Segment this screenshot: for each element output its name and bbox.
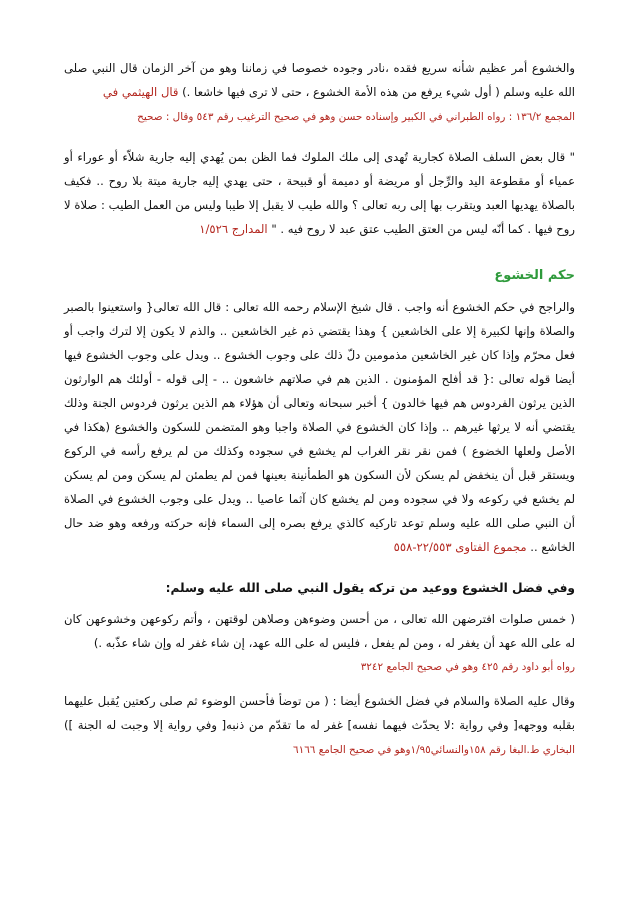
- section-heading-virtue: وفي فضل الخشوع ووعيد من تركه يقول النبي صلى الله عليه وسلم:: [165, 581, 575, 595]
- salaf-quote-paragraph: [64, 145, 575, 241]
- hadith-2-reference: البخاري ط.البغا رقم ١٥٨والنسائي١/٩٥وهو في صحيح الجامع ٦١٦٦: [293, 744, 575, 756]
- ruling-text: والراجح في حكم الخشوع أنه واجب . قال شيخ الإسلام رحمه الله تعالى : قال الله تعالى{ واستعينوا بالصبر والصلاة وإنها لكبيرة إلا على الخاشعين } وهذا يقتضي ذم غير الخاشعين .. والذم لا يكون إلا لترك واجب أو فعل محرّم وإذا كان غير الخاشعين مذمومين دلّ ذلك على وجوب الخشوع .. ويدل على وجوب الخشوع فيها أيضا قوله تعالى :{ قد أفلح المؤمنون . الذين هم في صلاتهم خاشعون .. - إلى قوله - أولئك هم الوارثون الذين يرثون الفردوس هم فيها خالدون } أخبر سبحانه وتعالى أن هؤلاء هم الذين يرثون فردوس الجنة وذلك يقتضي أنه لا يرثها غيرهم .. وإذا كان الخشوع في الصلاة واجبا وهو المتضمن للسكون والخشوع (هكذا في الأصل ولعلها الخضوع ) فمن نقر نقر الغراب لم يخشع في سجوده وكذلك من لم يرفع رأسه في الركوع ويستقر قبل أن ينخفض لم يسكن لأن السكون هو الطمأنينة بعينها فمن لم يطمئن لم يسكن ومن لم يسكن لم يخشع في ركوعه ولا في سجوده ومن لم يخشع كان آثما عاصيا .. ويدل على وجوب الخشوع في الصلاة أن النبي صلى الله عليه وسلم توعد تاركيه كالذي يرفع بصره إلى السماء فإنه حركته ورفعه وهو ضد حال الخاشع ..: [64, 300, 575, 554]
- intro-reference: المجمع ١٣٦/٢ : رواه الطبراني في الكبير وإسناده حسن وهو في صحيح الترغيب رقم ٥٤٣ وقال : صحيح: [137, 111, 575, 123]
- hadith-1-text: ( خمس صلوات افترضهن الله تعالى ، من أحسن وضوءهن وصلاهن لوقتهن ، وأتم ركوعهن وخشوعهن كان له على الله عهد أن يغفر له ، ومن لم يفعل ، فليس له على الله عهد، إن شاء غفر له وإن شاء عذّبه .): [64, 612, 575, 650]
- section-heading-ruling: حكم الخشوع: [494, 268, 575, 283]
- hadith-2-text: وقال عليه الصلاة والسلام في فضل الخشوع أيضا : ( من توضأ فأحسن الوضوء ثم صلى ركعتين يُقبل عليهما بقلبه ووجهه[ وفي رواية :لا يحدّث فيهما نفسه] غفر له ما تقدّم من ذنبه[ وفي رواية إلا وجبت له الجنة ]): [64, 694, 575, 732]
- intro-line-1: والخشوع أمر عظيم شأنه سريع فقده ،نادر وجوده خصوصا في زماننا وهو من آخر الزمان قال النبي: [92, 61, 575, 75]
- intro-line-2: صلى الله عليه وسلم ( أول شيء يرفع من هذه الأمة الخشوع ، حتى لا ترى فيها خاشعا .): [64, 61, 575, 99]
- ruling-paragraph: [64, 295, 575, 559]
- hadith-1-reference: رواه أبو داود رقم ٤٢٥ وهو في صحيح الجامع ٣٢٤٢: [360, 661, 575, 673]
- intro-reference-start: قال الهيثمي في: [102, 85, 179, 99]
- salaf-quote-text: " قال بعض السلف الصلاة كجارية تُهدى إلى ملك الملوك فما الظن بمن يُهدي إليه جارية شلاّء أو عوراء أو عمياء أو مقطوعة اليد والرِّجل أو مريضة أو دميمة أو قبيحة ، حتى يهدي إليه جارية ميتة بلا روح .. فكيف بالصلاة يهديها العبد ويتقرب بها إلى ربه تعالى ؟ والله طيب لا يقبل إلا طيبا وليس من العمل الطيب : صلاة لا روح فيها . كما أنّه ليس من العتق الطيب عتق عبد لا روح فيه . ": [64, 150, 575, 236]
- ruling-reference: مجموع الفتاوى ٢٢/٥٥٣-٥٥٨: [393, 540, 527, 554]
- salaf-quote-reference: المدارج ١/٥٢٦: [199, 222, 268, 236]
- intro-paragraph: [64, 56, 575, 104]
- hadith-2-paragraph: [64, 689, 575, 762]
